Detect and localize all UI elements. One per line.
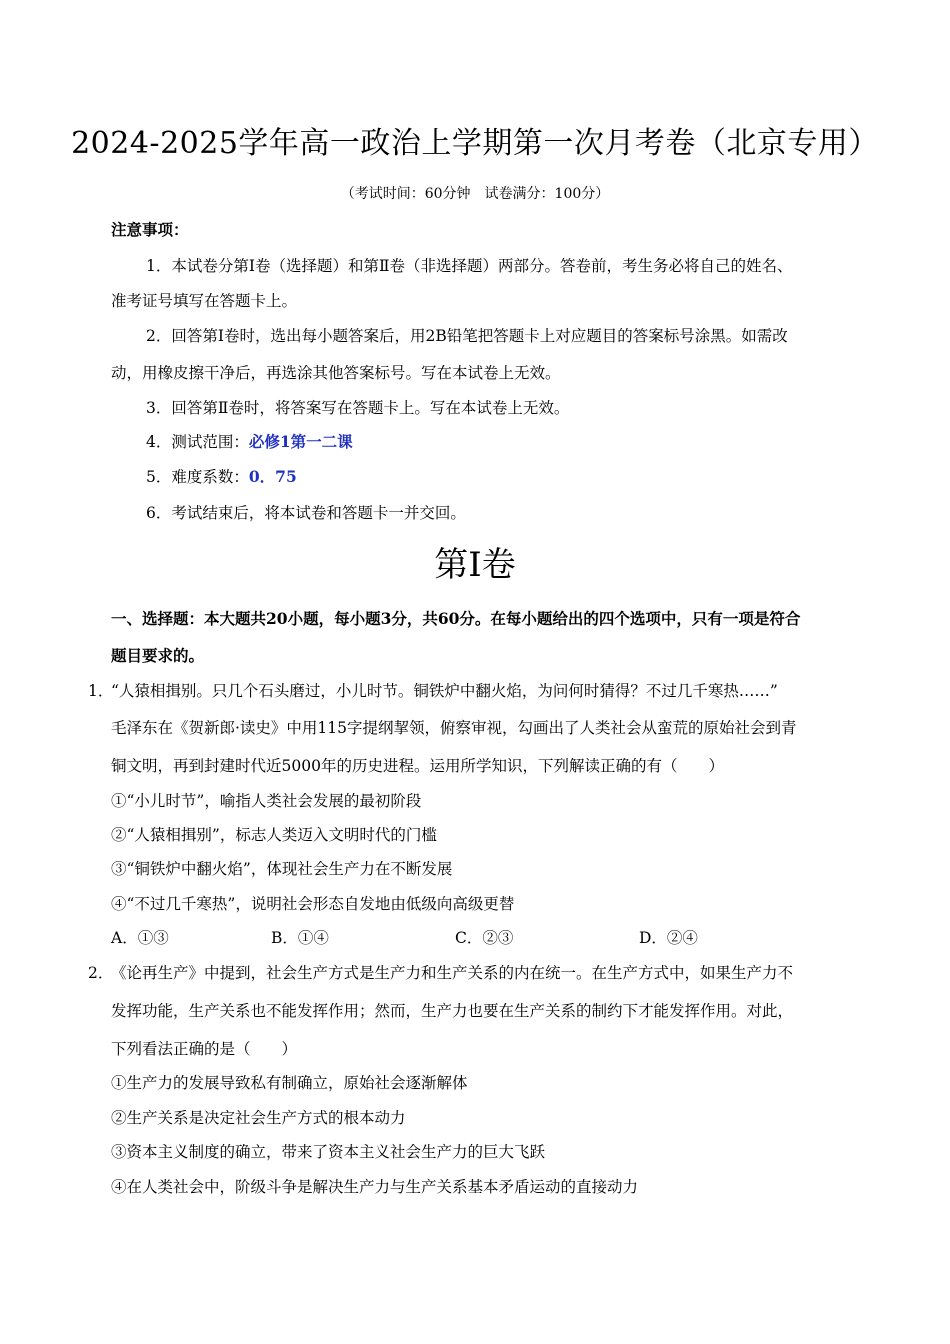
difficulty-value: 0．75 [248,467,297,486]
note-text: 回答第Ⅱ卷时，将答案写在答题卡上。写在本试卷上无效。 [171,399,570,417]
section-instruction: 一、选择题：本大题共20小题，每小题3分，共60分。在每小题给出的四个选项中，只有一项是符合 [111,609,801,628]
question-1-stem-3: 铜文明，再到封建时代近5000年的历史进程。运用所学知识，下列解读正确的有（ ） [111,757,724,775]
question-1-option-c[interactable]: C．②③ [455,929,514,947]
note-label: 测试范围： [171,433,249,451]
question-2-statement-2: ②生产关系是决定社会生产方式的根本动力 [111,1109,406,1127]
question-2-stem: 《论再生产》中提到，社会生产方式是生产力和生产关系的内在统一。在生产方式中，如果生产力不 [111,964,794,982]
question-2-number: 2． [88,964,114,982]
note-label: 难度系数： [171,468,249,486]
note-text: 本试卷分第Ⅰ卷（选择题）和第Ⅱ卷（非选择题）两部分。答卷前，考生务必将自己的姓名、 [171,257,793,275]
exam-subtitle: （考试时间：60分钟 试卷满分：100分） [340,186,610,202]
question-1-statement-3: ③“铜铁炉中翻火焰”，体现社会生产力在不断发展 [111,860,453,878]
question-1-number: 1． [88,682,114,700]
notes-heading: 注意事项： [111,220,189,239]
question-2-stem-3: 下列看法正确的是（ ） [111,1040,298,1058]
question-1-option-b[interactable]: B．①④ [271,929,329,947]
note-item-5 [146,466,297,488]
question-2-stem-2: 发挥功能，生产关系也不能发挥作用；然而，生产力也要在生产关系的制约下才能发挥作用。对此， [111,1002,794,1020]
question-1-option-d[interactable]: D．②④ [639,929,698,947]
question-1-statement-2: ②“人猿相揖别”，标志人类迈入文明时代的门槛 [111,826,437,844]
note-text: 回答第Ⅰ卷时，选出每小题答案后，用2B铅笔把答题卡上对应题目的答案标号涂黑。如需改 [171,327,788,345]
note-number: 6． [146,504,172,522]
note-item-4 [146,431,353,453]
question-1-stem: “人猿相揖别。只几个石头磨过，小儿时节。铜铁炉中翻火焰，为问何时猜得？不过几千寒热……” [111,682,778,700]
note-number: 3． [146,399,172,417]
question-1-stem-2: 毛泽东在《贺新郎·读史》中用115字提纲挈领，俯察审视，勾画出了人类社会从蛮荒的原始社会到青 [111,719,797,737]
question-2-statement-4: ④在人类社会中，阶级斗争是解决生产力与生产关系基本矛盾运动的直接动力 [111,1178,639,1196]
note-text: 考试结束后，将本试卷和答题卡一并交回。 [171,504,466,522]
note-item-1 [146,255,793,277]
note-number: 5． [146,468,172,486]
note-item-1-cont: 准考证号填写在答题卡上。 [111,292,298,310]
note-number: 4． [146,433,172,451]
exam-title: 2024-2025学年高一政治上学期第一次月考卷（北京专用） [71,126,879,161]
note-item-3 [146,397,569,419]
note-number: 2． [146,327,172,345]
question-1-option-a[interactable]: A．①③ [111,929,169,947]
test-scope-value: 必修1第一二课 [248,432,353,451]
note-number: 1． [146,257,172,275]
question-2-statement-1: ①生产力的发展导致私有制确立，原始社会逐渐解体 [111,1074,468,1092]
question-1-statement-4: ④“不过几千寒热”，说明社会形态自发地由低级向高级更替 [111,895,515,913]
note-item-6 [146,502,466,524]
section-instruction-cont: 题目要求的。 [111,646,205,665]
question-1-statement-1: ①“小儿时节”，喻指人类社会发展的最初阶段 [111,792,422,810]
note-item-2-cont: 动，用橡皮擦干净后，再选涂其他答案标号。写在本试卷上无效。 [111,364,561,382]
note-item-2 [146,325,788,347]
section-title: 第Ⅰ卷 [434,545,516,585]
question-2-statement-3: ③资本主义制度的确立，带来了资本主义社会生产力的巨大飞跃 [111,1143,546,1161]
